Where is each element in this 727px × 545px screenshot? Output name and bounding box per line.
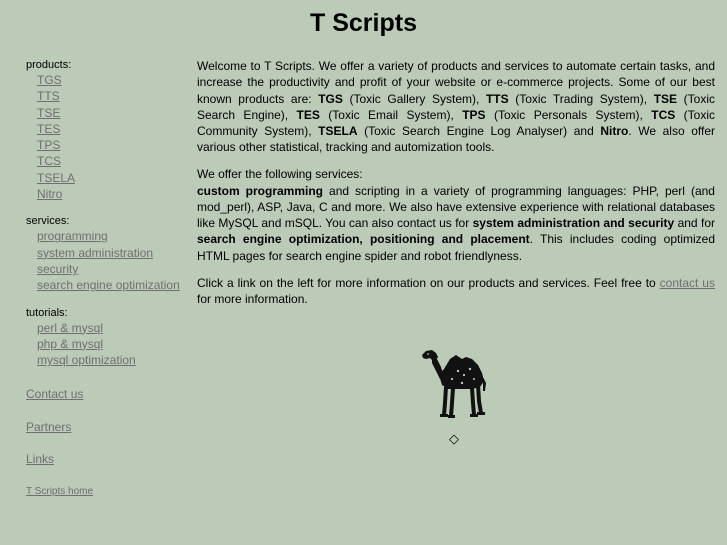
services-label: services:: [26, 215, 70, 228]
sidebar-item-tps[interactable]: TPS: [37, 138, 61, 153]
sidebar-item-tcs[interactable]: TCS: [37, 154, 61, 169]
intro-paragraph: [197, 58, 715, 156]
sidebar-item-seo[interactable]: search engine optimization: [37, 278, 180, 293]
product-name-nitro: Nitro: [600, 124, 629, 139]
sidebar-item-nitro[interactable]: Nitro: [37, 187, 63, 202]
tutorials-list: [37, 320, 191, 369]
tutorials-section: [26, 306, 191, 369]
sidebar-item-mysql-optimization[interactable]: mysql optimization: [37, 353, 136, 368]
camel-icon: [420, 347, 490, 419]
sidebar-item-tse[interactable]: TSE: [37, 105, 61, 120]
sidebar-nav: [26, 58, 191, 516]
sidebar-item-system-administration[interactable]: system administration: [37, 245, 154, 260]
inline-contact-link[interactable]: contact us: [659, 275, 715, 290]
sidebar-item-tsela[interactable]: TSELA: [37, 170, 76, 185]
services-paragraph: [197, 166, 715, 264]
partners-link[interactable]: Partners: [26, 419, 72, 434]
intro-text: (Toxic Community System),: [197, 107, 715, 139]
product-name-tcs: TCS: [651, 107, 676, 122]
product-name-tgs: TGS: [318, 91, 343, 106]
intro-text: (Toxic Personals System),: [485, 107, 652, 122]
products-section: [26, 58, 191, 202]
product-name-tse: TSE: [653, 91, 678, 106]
intro-text: . We also offer various other statistical, tracking and automization tools.: [197, 124, 715, 155]
contact-link[interactable]: Contact us: [26, 387, 84, 402]
service-custom-programming: custom programming: [197, 183, 324, 198]
closing-paragraph: [197, 275, 715, 308]
services-intro: We offer the following services:: [197, 167, 363, 182]
links-link[interactable]: Links: [26, 452, 55, 467]
products-label: products:: [26, 59, 72, 71]
intro-text: (Toxic Email System),: [319, 107, 463, 122]
sidebar-item-programming[interactable]: programming: [37, 229, 108, 244]
service-seo: search engine optimization, positioning and placement: [197, 232, 530, 247]
product-name-tps: TPS: [462, 107, 486, 122]
product-name-tsela: TSELA: [318, 124, 358, 139]
camel-logo: [420, 347, 490, 419]
intro-text: (Toxic Gallery System),: [342, 91, 486, 106]
intro-text: (Toxic Trading System),: [508, 91, 654, 106]
closing-text: Click a link on the left for more information on our products and services. Feel free to: [197, 275, 660, 290]
intro-text: Welcome to T Scripts. We offer a variety of products and services to automate certain tasks, and increase the productivity and profit of your website or e-commerce projects. Some of our best known products are:: [197, 59, 715, 106]
services-section: [26, 214, 191, 293]
services-text: . This includes coding optimized HTML pages for search engine spider and robot friendlyness.: [197, 232, 716, 263]
services-text: and for: [674, 216, 715, 231]
sidebar-item-php-mysql[interactable]: php & mysql: [37, 336, 104, 351]
home-link[interactable]: T Scripts home: [26, 485, 94, 497]
intro-text: (Toxic Search Engine),: [197, 91, 715, 122]
sidebar-item-security[interactable]: security: [37, 261, 79, 276]
sidebar-item-tts[interactable]: TTS: [37, 89, 60, 104]
intro-text: (Toxic Search Engine Log Analyser) and: [357, 124, 601, 139]
service-sysadmin: system administration and security: [472, 216, 675, 231]
closing-text: for more information.: [197, 291, 308, 306]
services-list: [37, 228, 191, 293]
services-text: and scripting in a variety of programming languages: PHP, perl (and mod_perl), ASP, Java, C and more. We also have extensive experience with relational databases like MySQL and mSQL. You can also contact us for: [197, 183, 715, 231]
product-name-tts: TTS: [485, 91, 509, 106]
tutorials-label: tutorials:: [26, 306, 68, 319]
sidebar-item-tes[interactable]: TES: [37, 121, 61, 136]
products-list: [37, 72, 191, 202]
sidebar-item-tgs[interactable]: TGS: [37, 73, 62, 87]
sidebar-item-perl-mysql[interactable]: perl & mysql: [37, 320, 104, 335]
diamond-icon: ◇: [449, 431, 459, 446]
main-content: [197, 58, 715, 318]
product-name-tes: TES: [296, 107, 320, 122]
site-title: T Scripts: [310, 9, 417, 37]
